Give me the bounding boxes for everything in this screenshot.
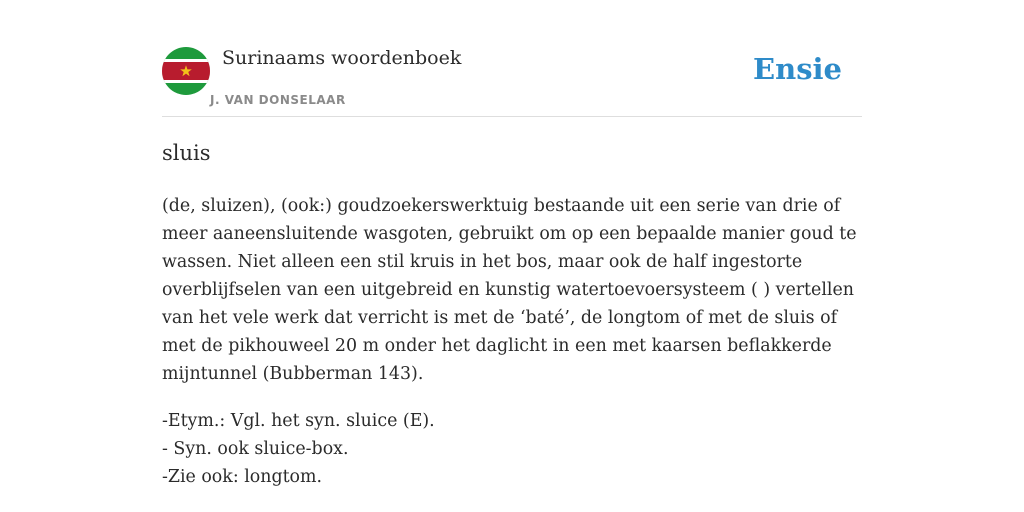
suriname-flag-icon [162, 47, 210, 95]
etymology-note: -Etym.: Vgl. het syn. sluice (E). [162, 411, 435, 431]
see-also-note: -Zie ook: longtom. [162, 467, 323, 487]
synonym-note: - Syn. ook sluice-box. [162, 439, 349, 459]
headword: sluis [162, 141, 211, 165]
dictionary-author: J. VAN DONSELAAR [210, 93, 346, 107]
dictionary-header [162, 44, 862, 117]
dictionary-title[interactable]: Surinaams woordenboek [222, 47, 462, 69]
ensie-logo[interactable]: Ensie [753, 52, 842, 86]
entry-notes [162, 407, 862, 491]
definition-text: (de, sluizen), (ook:) goudzoekerswerktuig bestaande uit een serie van drie of meer aaneensluitende wasgoten, gebruikt om op een bepaalde manier goud te wassen. Niet alleen een stil kruis in het bos, maar ook de half ingestorte overblijfselen van een uitgebreid en kunstig watertoevoersysteem ( ) vertellen van het vele werk dat verricht is met de ‘baté’, de longtom of met de sluis of met de pikhouweel 20 m onder het daglicht in een met kaarsen beflakkerde mijntunnel (Bubberman 143). [162, 196, 857, 384]
